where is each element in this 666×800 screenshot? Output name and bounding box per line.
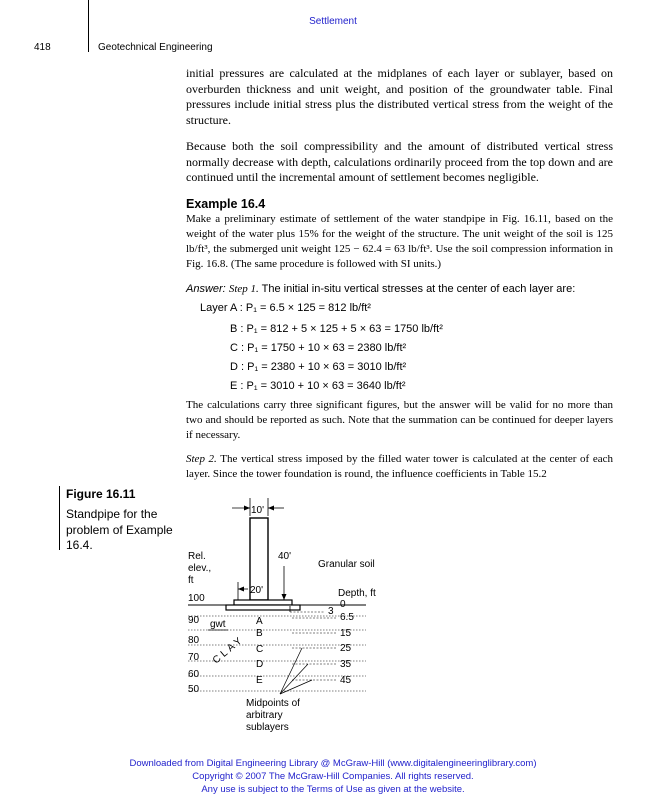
- answer-step-label: Step 1.: [228, 283, 259, 295]
- clay-label: CLAY: [210, 633, 247, 667]
- foundation-footing: [234, 600, 292, 605]
- footer-terms: Any use is subject to the Terms of Use as given at the website.: [201, 784, 465, 795]
- figure-label: Figure 16.11: [66, 487, 136, 501]
- equation-layer-e: E : P₁ = 3010 + 10 × 63 = 3640 lb/ft²: [230, 380, 406, 392]
- elevation-label: 70: [188, 652, 200, 663]
- equation-layer-d: D : P₁ = 2380 + 10 × 63 = 3010 lb/ft²: [230, 361, 407, 373]
- midpoint-pointer: [280, 664, 308, 694]
- arrowhead: [238, 587, 244, 592]
- midpoints-label-1: Midpoints of: [246, 698, 300, 709]
- midpoints-label-2: arbitrary: [246, 710, 283, 721]
- answer-step1: [186, 283, 613, 295]
- paragraph-initial-pressures: initial pressures are calculated at the midplanes of each layer or sublayer, based on overburden thickness and unit weight, and position of the groundwater table. Final pressures include initial stress plus the distributed vertical stress from the weight of the structure.: [186, 66, 613, 127]
- elevation-label: 50: [188, 684, 200, 695]
- depth-label: 45: [340, 675, 352, 686]
- rel-elev-label-2: elev.,: [188, 563, 212, 574]
- footer-download-link[interactable]: Downloaded from Digital Engineering Library @ McGraw-Hill (www.digitalengineeringlibrary.com): [129, 758, 537, 769]
- equation-layer-c: C : P₁ = 1750 + 10 × 63 = 2380 lb/ft²: [230, 342, 407, 354]
- paragraph-significant-figures: The calculations carry three significant figures, but the answer will be valid for no more than two and should be reported as such. Note that the summation can be continued for deeper layers if necessary.: [186, 399, 613, 441]
- base-width-label: 20': [250, 585, 264, 596]
- step2-label: Step 2.: [186, 453, 217, 465]
- figure-caption: Standpipe for the problem of Example 16.4.: [66, 507, 173, 552]
- granular-soil-label: Granular soil: [318, 559, 375, 570]
- depth-label: 35: [340, 659, 352, 670]
- example-heading: Example 16.4: [186, 197, 266, 211]
- layer-label-c: C: [256, 644, 264, 655]
- running-header-section: Settlement: [309, 16, 357, 27]
- arrowhead: [282, 594, 287, 600]
- arrowhead: [244, 506, 250, 511]
- header-divider: [88, 0, 89, 52]
- elevation-label: 90: [188, 615, 200, 626]
- gwt-label: gwt: [210, 619, 226, 630]
- answer-text: The initial in-situ vertical stresses at the center of each layer are:: [261, 283, 576, 295]
- equation-layer-a: Layer A : P₁ = 6.5 × 125 = 812 lb/ft²: [200, 302, 371, 314]
- paragraph-step2: [186, 452, 613, 482]
- arrowhead: [268, 506, 274, 511]
- depth-label: 15: [340, 628, 352, 639]
- step2-text: The vertical stress imposed by the filled water tower is calculated at the center of each layer. Since the tower foundation is round, the influence coefficients in Table 15.2: [186, 453, 613, 480]
- paragraph-compressibility: Because both the soil compressibility and the amount of distributed vertical stress normally decrease with depth, calculations ordinarily proceed from the top down and are continued until the incremental amount of settlement becomes negligible.: [186, 139, 613, 184]
- depth-label: 0: [340, 599, 346, 610]
- equation-layer-b: B : P₁ = 812 + 5 × 125 + 5 × 63 = 1750 lb/ft²: [230, 323, 443, 335]
- depth-label: 25: [340, 643, 352, 654]
- standpipe-diagram: [180, 496, 390, 741]
- layer-label-e: E: [256, 675, 263, 686]
- midpoints-label-3: sublayers: [246, 722, 289, 733]
- figure-caption-rule: [59, 486, 60, 550]
- elevation-label: 80: [188, 635, 200, 646]
- page-number: 418: [34, 42, 51, 53]
- foundation-base: [226, 605, 300, 610]
- depth-axis-label: Depth, ft: [338, 588, 376, 599]
- answer-label: Answer:: [186, 283, 226, 295]
- elevation-label: 60: [188, 669, 200, 680]
- elevation-label: 100: [188, 593, 205, 604]
- footer-copyright: Copyright © 2007 The McGraw-Hill Companies. All rights reserved.: [192, 771, 474, 782]
- height-label: 40': [278, 551, 292, 562]
- layer-label-d: D: [256, 659, 264, 670]
- depth-label: 6.5: [340, 612, 354, 623]
- rel-elev-label-3: ft: [188, 575, 194, 586]
- layer-label-b: B: [256, 628, 263, 639]
- example-statement: Make a preliminary estimate of settlement of the water standpipe in Fig. 16.11, based on the weight of the water plus 15% for the weight of the structure. The unit weight of the soil is 125 lb/ft³, the submerged unit weight 125 − 62.4 = 63 lb/ft³. Use the soil compression information in Fig. 16.8. (The same procedure is followed with SI units.): [186, 213, 613, 270]
- midpoint-pointer: [280, 680, 312, 694]
- top-width-label: 10': [251, 505, 265, 516]
- layer-label-a: A: [256, 616, 263, 627]
- rel-elev-label-1: Rel.: [188, 551, 206, 562]
- depth-label: 3: [328, 606, 334, 617]
- book-title: Geotechnical Engineering: [98, 42, 213, 53]
- midpoint-pointer: [280, 648, 302, 694]
- footer-notice: [0, 757, 666, 796]
